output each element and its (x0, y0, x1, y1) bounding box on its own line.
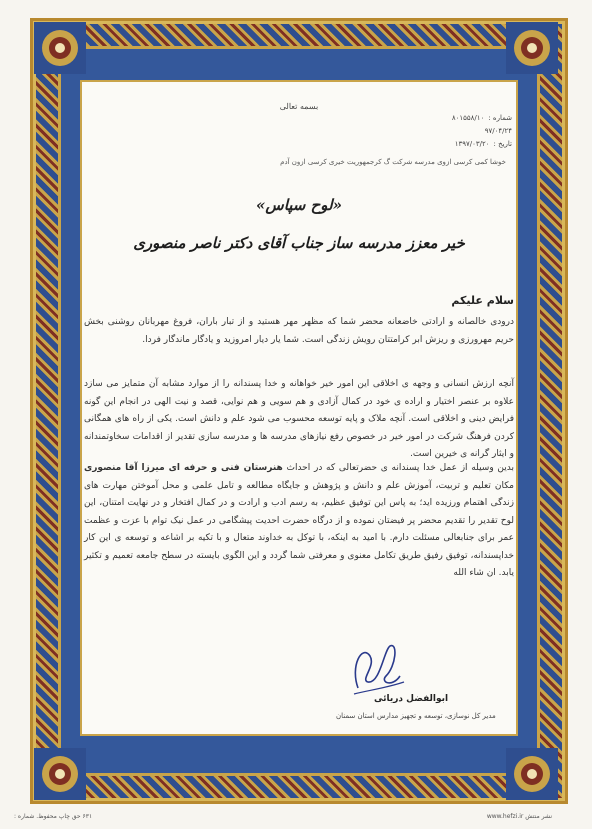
signer-name: ابوالفضل دریائی (374, 694, 449, 704)
corner-ornament-bottom-right (506, 748, 558, 800)
paragraph-3-body: مکان تعلیم و تربیت، آموزش علم و دانش و پژوهش و جایگاه مطالعه و تامل علمی و محل آموختن مهارت های زندگی اهتمام ورزیده اید؛ به پاس این توفیق عظیم، به رسم ادب و ارادت و در کمال افتخار و در نهایت امتنان، این لوح تقدیر را تقدیم محضر پر فیضتان نموده و از درگاه حضرت احدیت پیشگامی در عمل نیک توام با عزت و عظمت عمر برای جنابعالی مسئلت دارم. با امید به اینکه، با توکل به خداوند متعال و با تکیه بر اشاعه و توسعه ی این کار خداپسندانه، توفیق رفیق طریق تکامل معنوی و معرفتی شما گردد و این الگوی بایسته در سطح جامعه تعمیم و تکثیر یابد. ان شاء الله (84, 480, 514, 578)
bismillah-heading: بسمه تعالی (279, 102, 319, 111)
corner-ornament-top-right (506, 22, 558, 74)
school-name-highlight: هنرستان فنی و حرفه ای میرزا آقا منصوری (84, 463, 283, 473)
certificate-title: «لوح سپاس» (256, 196, 342, 214)
number-row (402, 112, 512, 125)
footer-print-note: ۶۳۱ حق چاپ محفوظ. شماره : (14, 813, 93, 820)
corner-ornament-bottom-left (34, 748, 86, 800)
paragraph-3-intro: بدین وسیله از عمل خدا پسندانه ی حضرتعالی که در احداث (282, 463, 514, 473)
handwritten-signature (340, 636, 410, 698)
date-value: ۱۳۹۷/۰۳/۲۰ (454, 140, 490, 148)
footer-publisher: نشر منتش www.hefzi.ir (486, 813, 552, 820)
number-label: شماره : (488, 114, 512, 122)
date-row (402, 138, 512, 151)
number-value: ۸۰۱۵۵۸/۱۰ (451, 114, 485, 122)
letter-meta (402, 112, 512, 151)
partner-organizations-line: خوشا کمی کرسی ازوی مدرسه شرکت گ کرجمهوریت خیری کرسی ازون آدم (280, 158, 506, 166)
signer-title: مدیر کل نوسازی، توسعه و تجهیز مدارس استان سمنان (336, 712, 496, 720)
recipient-line: خیر معزز مدرسه ساز جناب آقای دکتر ناصر منصوری (133, 234, 465, 252)
date-label: تاریخ : (493, 140, 512, 148)
paragraph-3 (84, 460, 514, 583)
paragraph-2: آنچه ارزش انسانی و وجهه ی اخلاقی این امور خیر خواهانه و خدا پسندانه را از موارد مشابه آن متمایز می سازد علاوه بر عنصر اختیار و اراده ی خود در کمال آزادی و هم سویی و هم نوایی، قصد و نیت الهی در انجام این گونه فرایض دینی و اخلاقی است. آنچه ملاک و پایه توسعه محسوب می شود علم و دانش است. یکی از راه های همگانی کردن فرهنگ شرکت در امور خیر در خصوص رفع نیازهای مدرسه ها و مدرسه سازی تقدیر از اقدامات سخاوتمندانه و ایثار گرانه ی خیرین است. (84, 379, 514, 459)
paragraph-1: درودی خالصانه و ارادتی خاضعانه محضر شما که مظهر مهر هستید و از تبار باران، فروغ مهربانان روشنی بخش حریم مهرورزی و ریزش ابر کرامتتان رویش زندگی است. شما یار دیار امروزید و یادگار ماندگار فردا. (84, 317, 514, 345)
greeting: سلام علیکم (451, 294, 514, 307)
date1-value: ۹۷/۰۴/۲۴ (484, 127, 512, 135)
certificate-content (84, 84, 514, 732)
date1-row (402, 125, 512, 138)
corner-ornament-top-left (34, 22, 86, 74)
